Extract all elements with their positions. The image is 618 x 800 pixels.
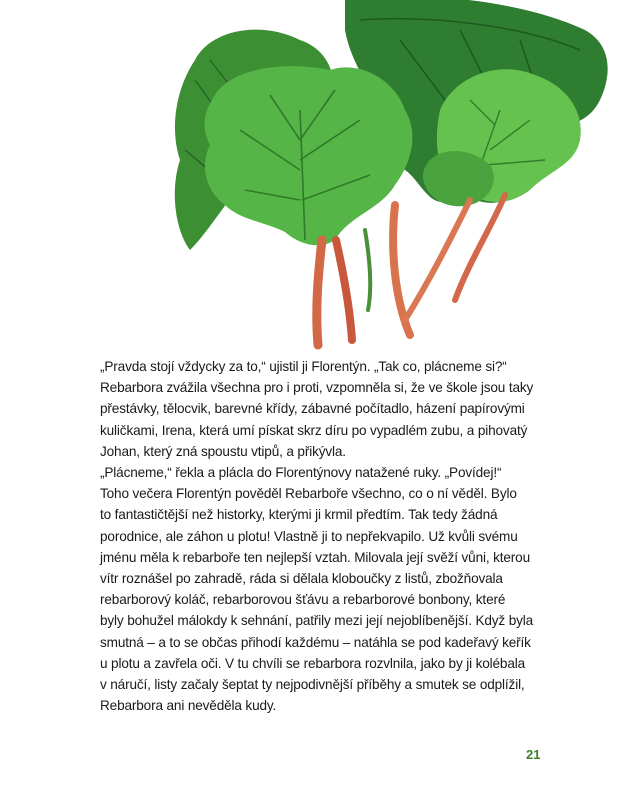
text-line: porodnice, ale záhon u plotu! Vlastně ji to nepřekvapilo. Už kvůli svému bbox=[100, 528, 518, 544]
text-line: kuličkami, Irena, která umí pískat skrz díru po vypadlém zubu, a pihovatý bbox=[100, 422, 528, 438]
text-line: v náručí, listy začaly šeptat ty nejpodivnější příběhy a smutek se odplížil, bbox=[100, 677, 525, 693]
text-line: byly bohužel málokdy k sehnání, patřily mezi její nejoblíbenější. Když byla bbox=[100, 613, 534, 629]
text-line: Rebarbora ani nevěděla kudy. bbox=[100, 698, 277, 714]
text-line: u plotu a zavřela oči. V tu chvíli se rebarbora rozvlnila, jako by ji kolébala bbox=[100, 655, 526, 671]
story-text bbox=[100, 356, 540, 716]
page-number: 21 bbox=[526, 747, 541, 762]
text-line: Rebarbora zvážila všechna pro i proti, vzpomněla si, že ve škole jsou taky bbox=[100, 380, 534, 396]
stem bbox=[317, 240, 322, 345]
text-line: rebarborový koláč, rebarborovou šťávu a rebarborové bonbony, které bbox=[100, 592, 506, 608]
text-line: „Pravda stojí vždycky za to,“ ujistil ji Florentýn. „Tak co, plácneme si?“ bbox=[100, 359, 507, 374]
text-line: „Plácneme,“ řekla a plácla do Florentýnovy natažené ruky. „Povídej!“ bbox=[100, 465, 502, 481]
rhubarb-illustration bbox=[0, 0, 618, 350]
text-line: jménu měla k rebarboře ten nejlepší vztah. Milovala její svěží vůni, kterou bbox=[100, 549, 531, 565]
text-line: vítr roznášel po zahradě, ráda si dělala kloboučky z listů, zbožňovala bbox=[100, 571, 503, 587]
text-line: to fantastičtější než historky, kterými ji krmil předtím. Tak tedy žádná bbox=[100, 507, 498, 523]
text-line: smutná – a to se občas přihodí každému – natáhla se pod kadeřavý keřík bbox=[100, 634, 531, 650]
text-line: Toho večera Florentýn pověděl Rebarboře všechno, co o ní věděl. Bylo bbox=[100, 486, 517, 502]
front-leaf bbox=[205, 66, 413, 245]
text-line: Johan, který zná spoustu vtipů, a přikývla. bbox=[100, 443, 346, 459]
text-line: přestávky, tělocvik, barevné křídy, zábavné počítadlo, házení papírovými bbox=[100, 401, 525, 417]
